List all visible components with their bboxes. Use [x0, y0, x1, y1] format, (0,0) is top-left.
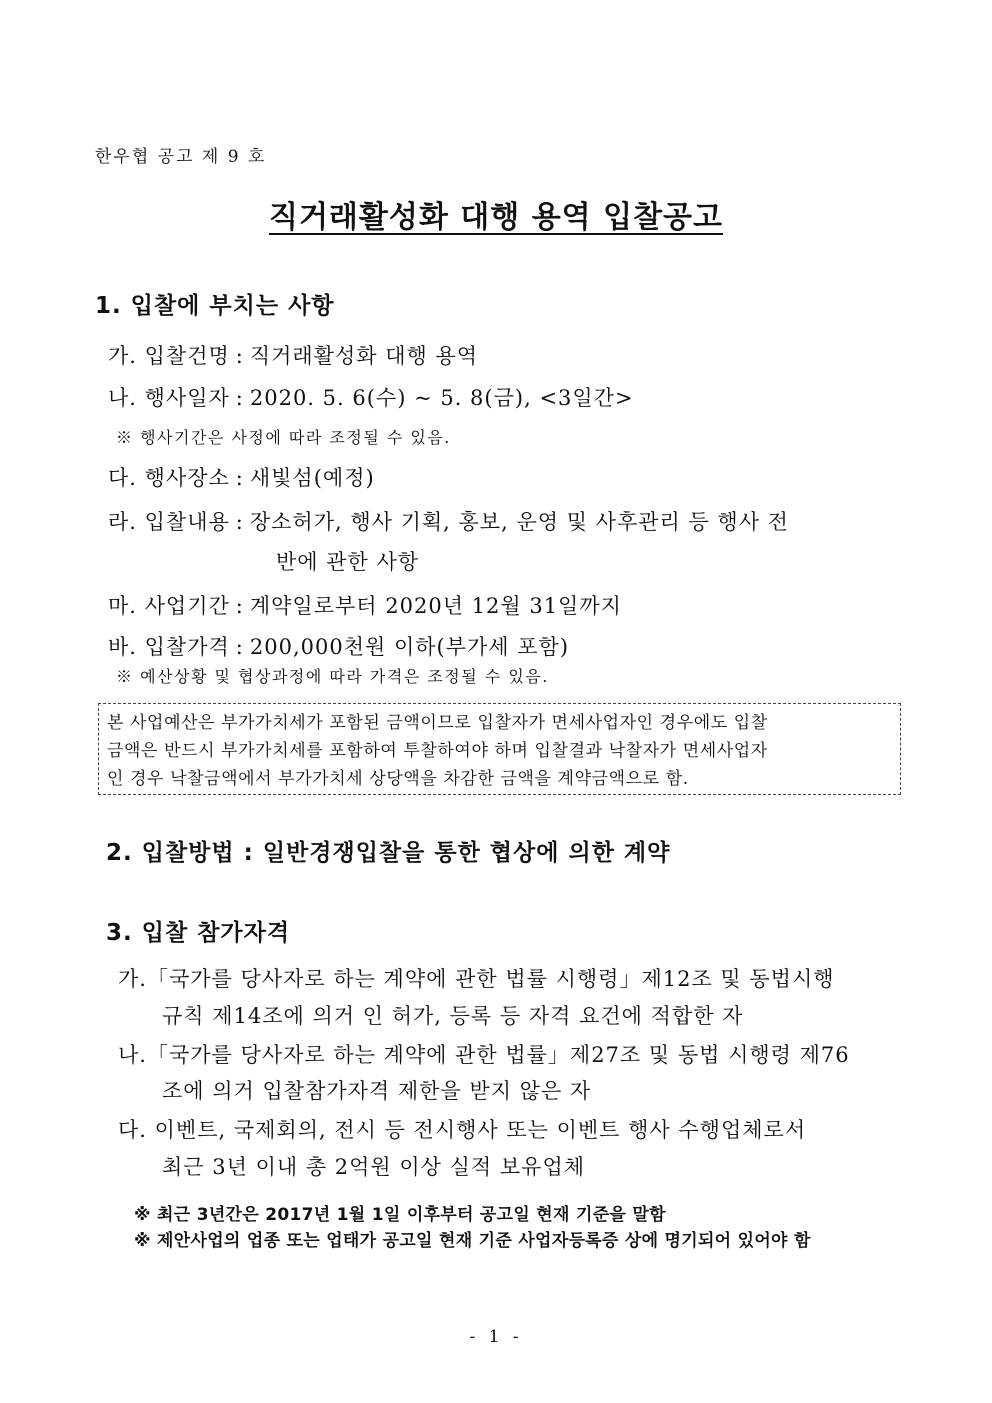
bid-item-content: 라. 입찰내용 : 장소허가, 행사 기획, 홍보, 운영 및 사후관리 등 행사 전 — [108, 510, 789, 534]
qualification-item-continued: 조에 의거 입찰참가자격 제한을 받지 않은 자 — [162, 1079, 592, 1103]
vat-notice-line: 금액은 반드시 부가가치세를 포함하여 투찰하여야 하며 입찰결과 낙찰자가 면세사업자 — [107, 741, 768, 761]
qualification-item: 나.「국가를 당사자로 하는 계약에 관한 법률」제27조 및 동법 시행령 제76 — [118, 1043, 850, 1067]
schedule-note: ※ 행사기간은 사정에 따라 조정될 수 있음. — [116, 428, 451, 447]
qualification-item: 가.「국가를 당사자로 하는 계약에 관한 법률 시행령」제12조 및 동법시행 — [118, 967, 835, 991]
bid-item-date: 나. 행사일자 : 2020. 5. 6(수) ~ 5. 8(금), <3일간> — [108, 386, 634, 410]
document-title — [0, 192, 992, 236]
bid-item-price: 바. 입찰가격 : 200,000천원 이하(부가세 포함) — [108, 635, 570, 659]
bid-item-venue: 다. 행사장소 : 새빛섬(예정) — [108, 466, 375, 490]
section-2-heading: 2. 입찰방법 : 일반경쟁입찰을 통한 협상에 의한 계약 — [106, 840, 671, 866]
page-number: - 1 - — [469, 1327, 523, 1347]
section-1-heading: 1. 입찰에 부치는 사항 — [95, 293, 335, 319]
price-note: ※ 예산상황 및 협상과정에 따라 가격은 조정될 수 있음. — [116, 667, 549, 686]
section-3-heading: 3. 입찰 참가자격 — [106, 920, 291, 946]
qualification-item-continued: 최근 3년 이내 총 2억원 이상 실적 보유업체 — [162, 1155, 586, 1179]
qualification-note: ※ 제안사업의 업종 또는 업태가 공고일 현재 기준 사업자등록증 상에 명기되어 있어야 함 — [134, 1231, 811, 1251]
bid-item-name: 가. 입찰건명 : 직거래활성화 대행 용역 — [108, 344, 479, 368]
qualification-item: 다. 이벤트, 국제회의, 전시 등 전시행사 또는 이벤트 행사 수행업체로서 — [118, 1118, 807, 1142]
qualification-item-continued: 규칙 제14조에 의거 인 허가, 등록 등 자격 요건에 적합한 자 — [162, 1004, 744, 1028]
qualification-note: ※ 최근 3년간은 2017년 1월 1일 이후부터 공고일 현재 기준을 말함 — [134, 1205, 666, 1225]
bid-item-content-continued: 반에 관한 사항 — [276, 550, 420, 574]
vat-notice-line: 인 경우 낙찰금액에서 부가가치세 상당액을 차감한 금액을 계약금액으로 함. — [107, 769, 689, 789]
document-title-text: 직거래활성화 대행 용역 입찰공고 — [268, 200, 724, 235]
vat-notice-line: 본 사업예산은 부가가치세가 포함된 금액이므로 입찰자가 면세사업자인 경우에도 입찰 — [107, 713, 768, 733]
bid-item-period: 마. 사업기간 : 계약일로부터 2020년 12월 31일까지 — [108, 594, 622, 618]
notice-number: 한우협 공고 제 9 호 — [95, 147, 267, 167]
vat-notice-box — [98, 703, 901, 795]
